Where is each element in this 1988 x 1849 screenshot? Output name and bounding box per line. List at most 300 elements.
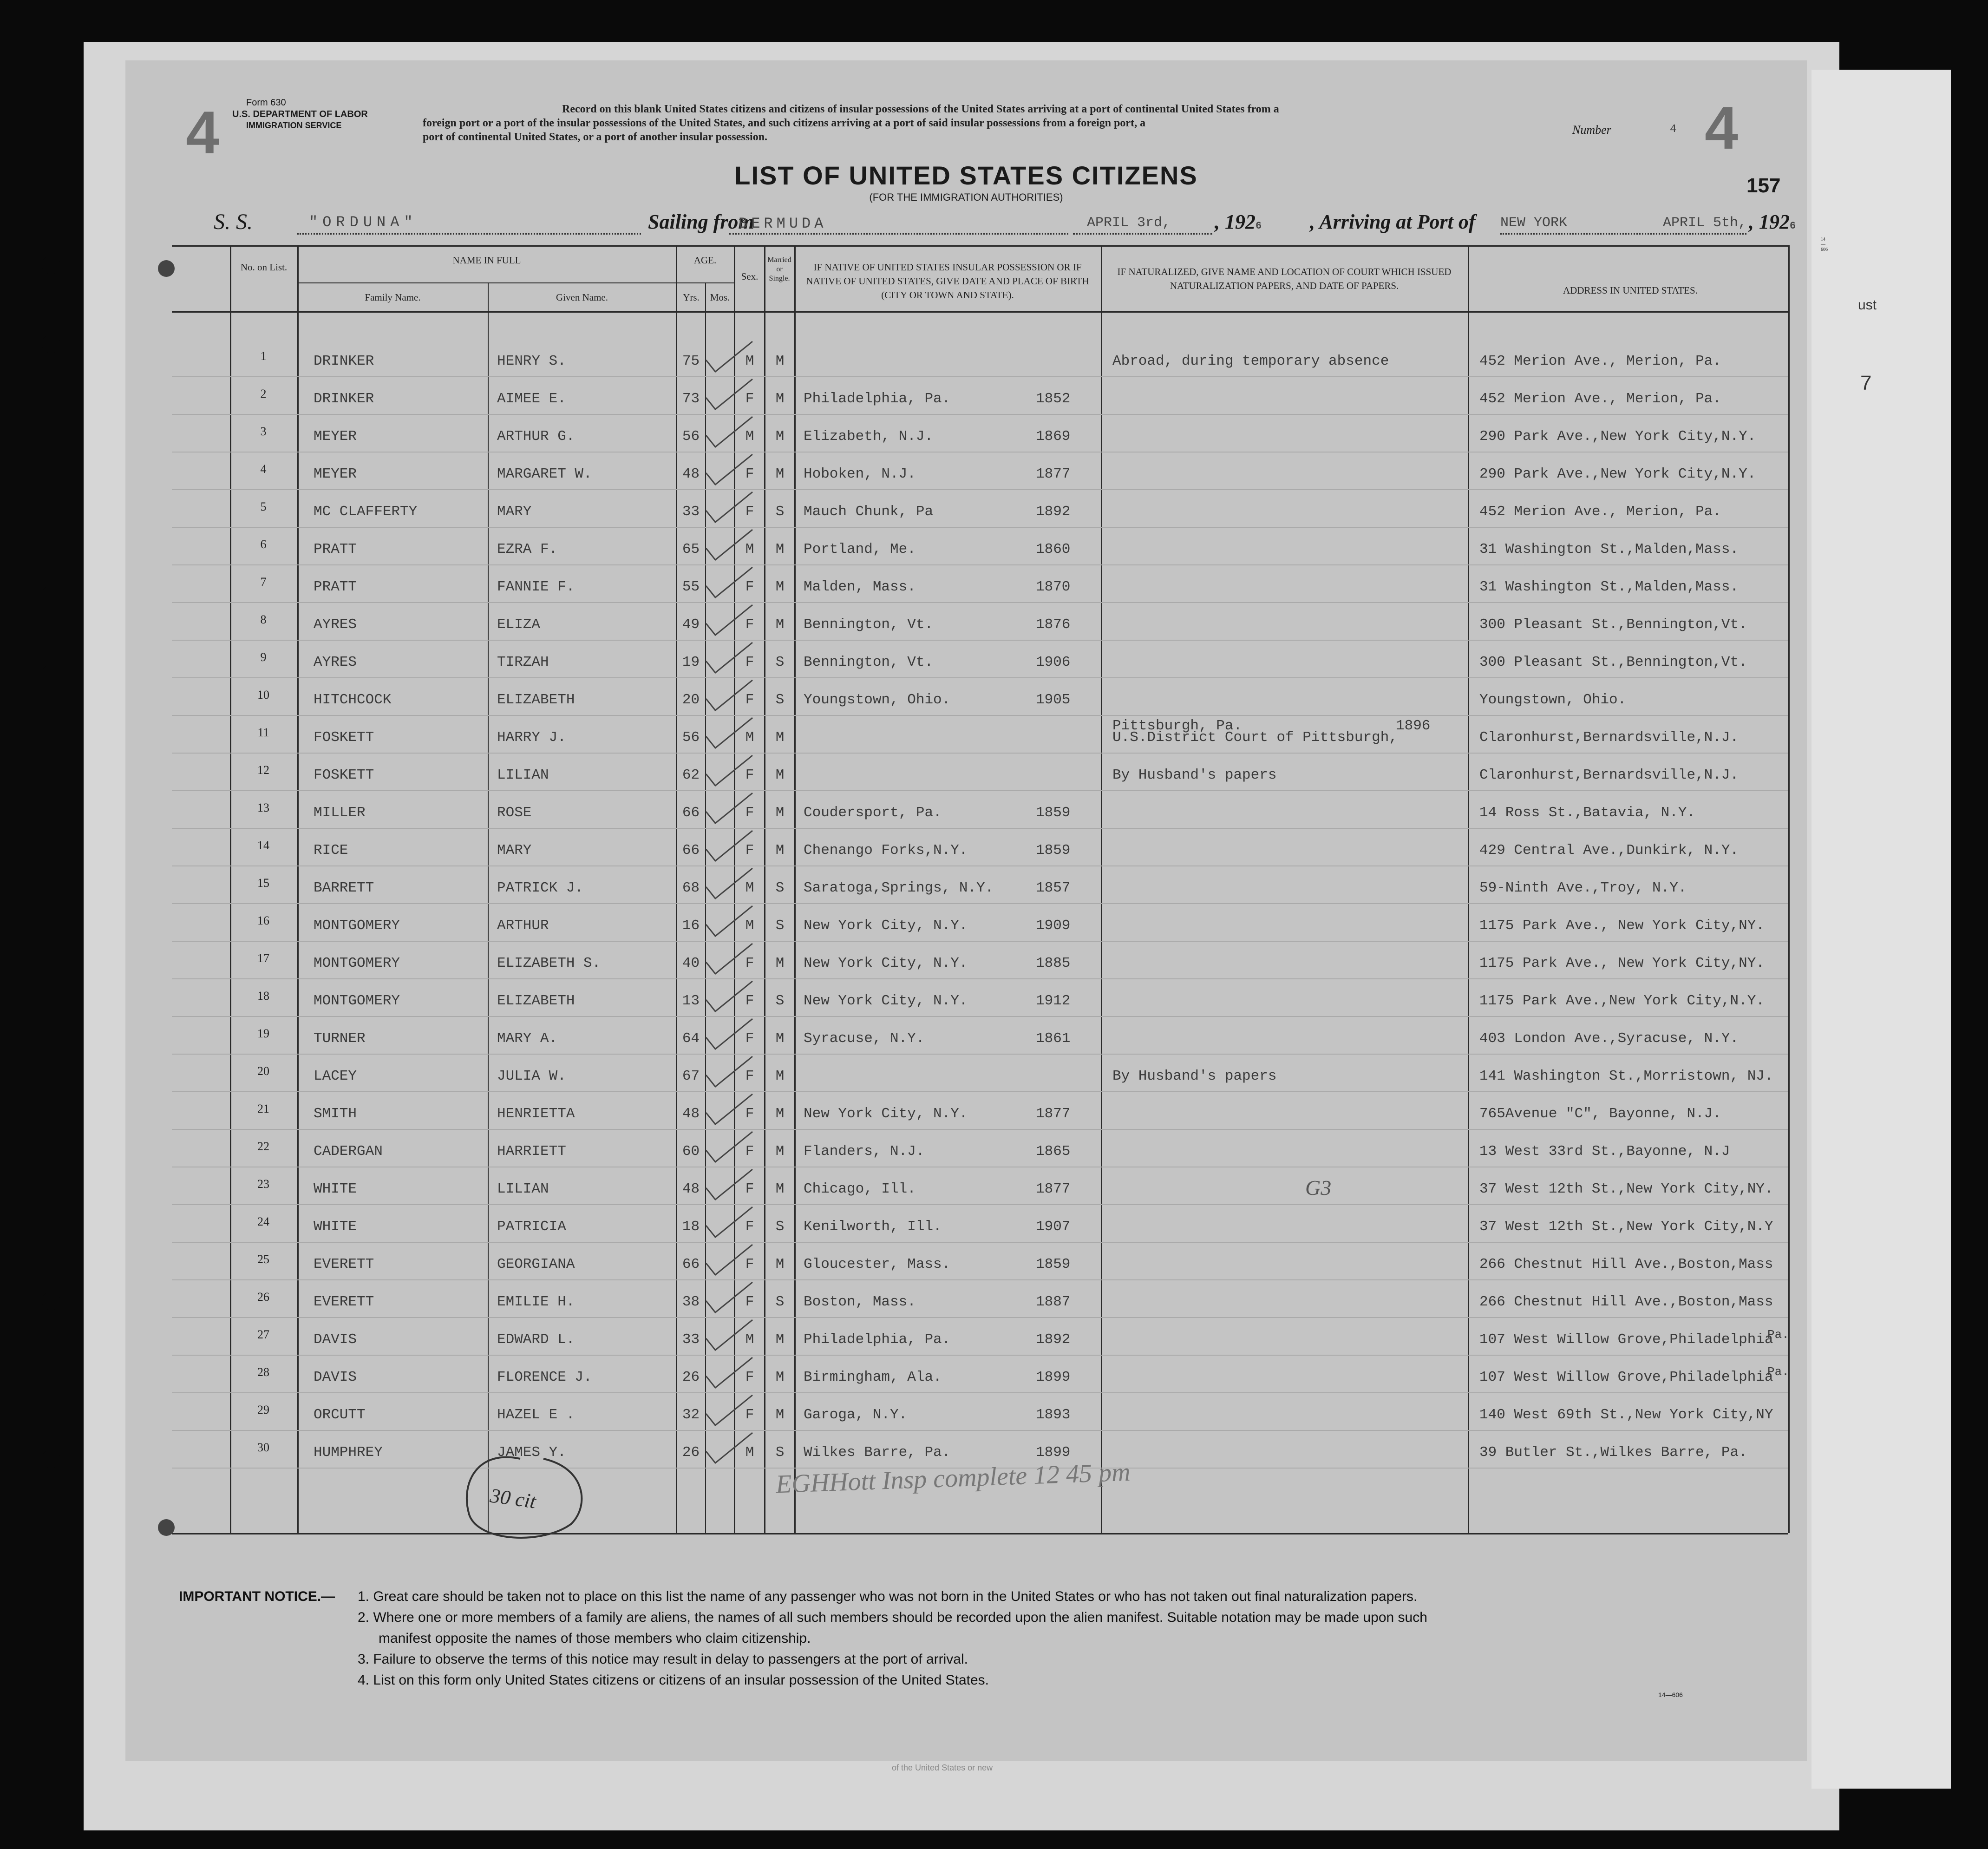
address: 107 West Willow Grove,Philadelphia	[1479, 1369, 1773, 1385]
given-name: PATRICIA	[497, 1219, 566, 1235]
year-label	[1215, 210, 1262, 234]
address: 300 Pleasant St.,Bennington,Vt.	[1479, 654, 1747, 670]
row-number: 16	[257, 914, 269, 927]
row-rule	[172, 903, 1788, 904]
row-rule	[172, 715, 1788, 716]
sex: F	[745, 1294, 754, 1310]
row-number: 12	[257, 763, 269, 777]
underlying-page-edge	[1811, 70, 1951, 1789]
row-number: 20	[257, 1064, 269, 1078]
birthplace: Hoboken, N.J.	[804, 466, 916, 482]
notice-item: 4. List on this form only United States citizens or citizens of an insular possession of the United States.	[358, 1672, 989, 1688]
check-mark	[701, 1280, 757, 1317]
check-stroke	[706, 417, 752, 447]
age-years: 48	[682, 1106, 700, 1122]
marital-status: M	[775, 729, 785, 746]
row-rule	[172, 1355, 1788, 1356]
sex: F	[745, 767, 754, 783]
print-code-top: 14—606	[1821, 237, 1828, 252]
check-mark	[701, 941, 757, 978]
birthplace: Coudersport, Pa.	[804, 805, 942, 821]
birth-year: 1877	[1036, 1106, 1071, 1122]
family-name: FOSKETT	[314, 767, 374, 783]
check-mark	[701, 414, 757, 452]
page-number: 157	[1746, 174, 1781, 197]
check-stroke	[706, 1433, 752, 1463]
col-header-no: No. on List.	[240, 262, 288, 273]
birth-year: 1860	[1036, 541, 1071, 557]
family-name: DRINKER	[314, 391, 374, 407]
marital-status: M	[775, 1106, 785, 1122]
sex: M	[745, 353, 754, 369]
age-years: 60	[682, 1143, 700, 1160]
family-name: ORCUTT	[314, 1407, 366, 1423]
row-number: 11	[257, 726, 269, 739]
family-name: EVERETT	[314, 1256, 374, 1272]
birth-year: 1899	[1036, 1369, 1071, 1385]
age-years: 26	[682, 1444, 700, 1461]
check-mark	[701, 527, 757, 564]
marital-status: S	[775, 504, 785, 520]
year-suffix: 6	[1790, 220, 1796, 232]
marital-status: M	[775, 391, 785, 407]
address: 1175 Park Ave.,New York City,N.Y.	[1479, 993, 1765, 1009]
row-number: 10	[257, 688, 269, 702]
arriving-port: NEW YORK	[1500, 215, 1568, 231]
row-rule	[172, 865, 1788, 866]
address: 452 Merion Ave., Merion, Pa.	[1479, 353, 1721, 369]
address-continuation: Pa.	[1767, 1365, 1789, 1379]
birth-year: 1859	[1036, 842, 1071, 859]
check-mark	[701, 1205, 757, 1242]
address: 266 Chestnut Hill Ave.,Boston,Mass	[1479, 1256, 1773, 1272]
family-name: MEYER	[314, 466, 357, 482]
given-name: MARY	[497, 842, 532, 859]
record-line: Record on this blank United States citizens and citizens of insular possessions of the United States arriving at a port of continental United States from a	[562, 103, 1279, 115]
age-years: 55	[682, 579, 700, 595]
given-name: HAZEL E .	[497, 1407, 575, 1423]
naturalization: By Husband's papers	[1112, 1068, 1277, 1084]
check-stroke	[706, 680, 752, 710]
row-rule	[172, 941, 1788, 942]
check-stroke	[706, 605, 752, 635]
check-stroke	[706, 1245, 752, 1275]
birthplace: Flanders, N.J.	[804, 1143, 925, 1160]
birth-year: 1893	[1036, 1407, 1071, 1423]
col-divider	[676, 245, 677, 1533]
family-name: MILLER	[314, 805, 366, 821]
address: 39 Butler St.,Wilkes Barre, Pa.	[1479, 1444, 1747, 1461]
punch-hole	[42, 664, 60, 683]
sex: F	[745, 955, 754, 971]
sex: F	[745, 805, 754, 821]
age-years: 56	[682, 428, 700, 445]
birth-year: 1905	[1036, 692, 1071, 708]
family-name: MONTGOMERY	[314, 918, 400, 934]
age-years: 18	[682, 1219, 700, 1235]
row-number: 4	[260, 462, 267, 476]
sex: F	[745, 1219, 754, 1235]
given-name: ARTHUR	[497, 918, 549, 934]
row-number: 3	[260, 425, 267, 438]
col-header-name: NAME IN FULL	[452, 255, 521, 266]
marital-status: M	[775, 353, 785, 369]
given-name: GEORGIANA	[497, 1256, 575, 1272]
family-name: TURNER	[314, 1030, 366, 1047]
check-mark	[701, 1016, 757, 1054]
check-mark	[701, 1393, 757, 1430]
check-mark	[701, 377, 757, 414]
row-number: 7	[260, 575, 267, 589]
number-label: Number	[1572, 123, 1611, 137]
number-small: 4	[1670, 123, 1677, 136]
birthplace: Malden, Mass.	[804, 579, 916, 595]
birthplace: Philadelphia, Pa.	[804, 1331, 951, 1348]
family-name: HITCHCOCK	[314, 692, 392, 708]
check-mark	[701, 640, 757, 677]
sex: M	[745, 1331, 754, 1348]
col-divider	[764, 245, 765, 1533]
address: 37 West 12th St.,New York City,N.Y	[1479, 1219, 1773, 1235]
row-rule	[172, 376, 1788, 377]
birth-year: 1887	[1036, 1294, 1071, 1310]
punch-hole	[42, 585, 60, 604]
check-mark	[701, 1167, 757, 1204]
family-name: MEYER	[314, 428, 357, 445]
sex: F	[745, 1181, 754, 1197]
given-name: LILIAN	[497, 1181, 549, 1197]
marital-status: M	[775, 616, 785, 633]
col-header-birthplace: IF NATIVE OF UNITED STATES INSULAR POSSESSION OR IF NATIVE OF UNITED STATES, GIVE DATE AND PLACE OF BIRTH (CITY OR TOWN AND STATE).	[806, 262, 1089, 301]
arriving-line	[1500, 233, 1746, 235]
check-stroke	[706, 718, 752, 748]
row-number: 24	[257, 1215, 269, 1228]
address: 13 West 33rd St.,Bayonne, N.J	[1479, 1143, 1730, 1160]
handwritten-inspector-note: EGHHott Insp complete 12 45 pm	[775, 1457, 1131, 1499]
form-number-right: 4	[1705, 94, 1739, 162]
row-number: 27	[257, 1328, 269, 1341]
age-years: 66	[682, 1256, 700, 1272]
given-name: AIMEE E.	[497, 391, 566, 407]
check-mark	[701, 715, 757, 753]
check-mark	[701, 979, 757, 1016]
marital-status: S	[775, 880, 785, 896]
naturalization-court-line: Pittsburgh, Pa.	[1112, 718, 1242, 734]
marital-status: M	[775, 1068, 785, 1084]
col-header-naturalized: IF NATURALIZED, GIVE NAME AND LOCATION OF COURT WHICH ISSUED NATURALIZATION PAPERS, AND DATE OF PAPERS.	[1117, 266, 1452, 291]
birth-year: 1906	[1036, 654, 1071, 670]
family-name: CADERGAN	[314, 1143, 383, 1160]
col-header-yrs: Yrs.	[683, 292, 700, 303]
header-bottom-border	[172, 311, 1788, 313]
check-stroke	[706, 1094, 752, 1124]
page-subtitle: (FOR THE IMMIGRATION AUTHORITIES)	[869, 191, 1063, 203]
sex: F	[745, 1106, 754, 1122]
birth-year: 1892	[1036, 1331, 1071, 1348]
year-prefix: , 192	[1749, 210, 1790, 233]
row-number: 26	[257, 1290, 269, 1304]
record-line: port of continental United States, or a port of another insular possession.	[423, 131, 768, 143]
marital-status: M	[775, 955, 785, 971]
col-header-family: Family Name.	[365, 292, 421, 303]
birth-year: 1892	[1036, 504, 1071, 520]
age-years: 56	[682, 729, 700, 746]
birthplace: New York City, N.Y.	[804, 918, 968, 934]
row-number: 5	[260, 500, 267, 513]
family-name: MONTGOMERY	[314, 955, 400, 971]
check-stroke	[706, 981, 752, 1011]
check-mark	[701, 452, 757, 489]
sailing-from: BERMUDA	[739, 215, 827, 232]
notice-item: 3. Failure to observe the terms of this notice may result in delay to passengers at the port of arrival.	[358, 1652, 968, 1667]
row-number: 21	[257, 1102, 269, 1115]
family-name: WHITE	[314, 1181, 357, 1197]
birth-year: 1869	[1036, 428, 1071, 445]
record-instructions	[423, 102, 1630, 144]
col-divider	[1101, 245, 1102, 1533]
margin-text: 7	[1860, 372, 1872, 394]
address: Claronhurst,Bernardsville,N.J.	[1479, 767, 1739, 783]
marital-status: S	[775, 1219, 785, 1235]
address: 14 Ross St.,Batavia, N.Y.	[1479, 805, 1696, 821]
check-mark	[701, 565, 757, 602]
birth-year: 1877	[1036, 1181, 1071, 1197]
manifest-page	[125, 60, 1828, 1761]
age-years: 19	[682, 654, 700, 670]
row-rule	[172, 1242, 1788, 1243]
age-years: 40	[682, 955, 700, 971]
check-stroke	[706, 1282, 752, 1312]
marital-status: M	[775, 1331, 785, 1348]
check-mark	[701, 1355, 757, 1392]
marital-status: M	[775, 1143, 785, 1160]
age-years: 13	[682, 993, 700, 1009]
notice-item: 2. Where one or more members of a family are aliens, the names of all such members should be recorded upon the alien manifest. Suitable notation may be made upon such	[358, 1610, 1427, 1625]
sex: M	[745, 918, 754, 934]
age-years: 65	[682, 541, 700, 557]
birth-year: 1859	[1036, 1256, 1071, 1272]
handwritten-total: 30 cit	[489, 1484, 537, 1513]
check-stroke	[706, 1357, 752, 1388]
row-number: 22	[257, 1140, 269, 1153]
row-rule	[172, 1091, 1788, 1092]
family-name: EVERETT	[314, 1294, 374, 1310]
marital-status: M	[775, 842, 785, 859]
row-rule	[172, 1317, 1788, 1318]
age-years: 26	[682, 1369, 700, 1385]
margin-text: ust	[1858, 297, 1877, 313]
birthplace: New York City, N.Y.	[804, 955, 968, 971]
family-name: RICE	[314, 842, 348, 859]
sailing-label: Sailing from	[648, 210, 754, 233]
row-rule	[172, 640, 1788, 641]
age-years: 32	[682, 1407, 700, 1423]
row-number: 18	[257, 989, 269, 1003]
arriving-label: , Arriving at Port of	[1310, 210, 1476, 233]
marital-status: M	[775, 466, 785, 482]
birth-year: 1877	[1036, 466, 1071, 482]
birthplace: Mauch Chunk, Pa	[804, 504, 934, 520]
col-divider	[794, 245, 796, 1533]
row-number: 23	[257, 1177, 269, 1191]
age-years: 68	[682, 880, 700, 896]
marital-status: M	[775, 428, 785, 445]
marital-status: S	[775, 1294, 785, 1310]
row-rule	[172, 790, 1788, 791]
form-no: Form 630	[246, 98, 286, 108]
check-stroke	[706, 755, 752, 786]
check-stroke	[706, 1320, 752, 1350]
punch-hole	[42, 1449, 60, 1468]
check-stroke	[706, 1207, 752, 1237]
birth-year: 1899	[1036, 1444, 1071, 1461]
sex: F	[745, 1030, 754, 1047]
punch-hole	[42, 256, 60, 274]
given-name: ROSE	[497, 805, 532, 821]
row-rule	[172, 1016, 1788, 1017]
birthplace: Elizabeth, N.J.	[804, 428, 934, 445]
marital-status: M	[775, 1181, 785, 1197]
birthplace: Saratoga,Springs, N.Y.	[804, 880, 994, 896]
given-name: MARY A.	[497, 1030, 558, 1047]
age-years: 48	[682, 466, 700, 482]
ship-name: "ORDUNA"	[309, 214, 418, 231]
check-stroke	[706, 341, 752, 372]
birth-year: 1907	[1036, 1219, 1071, 1235]
address: Youngstown, Ohio.	[1479, 692, 1627, 708]
birthplace: New York City, N.Y.	[804, 993, 968, 1009]
sex: F	[745, 842, 754, 859]
name-subheader-line	[297, 282, 734, 283]
address: 1175 Park Ave., New York City,NY.	[1479, 955, 1765, 971]
birth-year: 1912	[1036, 993, 1071, 1009]
punch-hole	[42, 334, 60, 353]
row-rule	[172, 1054, 1788, 1055]
birthplace: Chenango Forks,N.Y.	[804, 842, 968, 859]
naturalization: Abroad, during temporary absence	[1112, 353, 1389, 369]
check-mark	[701, 603, 757, 640]
check-stroke	[706, 831, 752, 861]
family-name: HUMPHREY	[314, 1444, 383, 1461]
naturalization: By Husband's papers	[1112, 767, 1277, 783]
check-mark	[701, 1318, 757, 1355]
col-divider	[297, 245, 299, 1533]
birth-year: 1909	[1036, 918, 1071, 934]
ss-label: S. S.	[214, 210, 253, 234]
age-years: 75	[682, 353, 700, 369]
sex: M	[745, 729, 754, 746]
sex: F	[745, 616, 754, 633]
check-stroke	[706, 454, 752, 485]
age-years: 62	[682, 767, 700, 783]
row-rule	[172, 527, 1788, 528]
notice-heading: IMPORTANT NOTICE.—	[179, 1589, 335, 1604]
check-mark	[701, 490, 757, 527]
family-name: DRINKER	[314, 353, 374, 369]
given-name: EDWARD L.	[497, 1331, 575, 1348]
sailing-from-line	[729, 233, 1068, 235]
check-mark	[701, 1054, 757, 1091]
address: 31 Washington St.,Malden,Mass.	[1479, 541, 1739, 557]
check-mark	[701, 1242, 757, 1279]
row-number: 15	[257, 876, 269, 890]
given-name: JULIA W.	[497, 1068, 566, 1084]
form-number-left: 4	[186, 98, 220, 166]
row-rule	[172, 1279, 1788, 1280]
row-number: 14	[257, 839, 269, 852]
sailing-date-line	[1073, 233, 1212, 235]
naturalization-year: 1896	[1396, 718, 1431, 734]
address: 452 Merion Ave., Merion, Pa.	[1479, 504, 1721, 520]
sex: F	[745, 1143, 754, 1160]
row-rule	[172, 1430, 1788, 1431]
address: 300 Pleasant St.,Bennington,Vt.	[1479, 616, 1747, 633]
row-rule	[172, 602, 1788, 603]
family-name: AYRES	[314, 654, 357, 670]
birthplace: Birmingham, Ala.	[804, 1369, 942, 1385]
family-name: WHITE	[314, 1219, 357, 1235]
check-stroke	[706, 1169, 752, 1200]
birth-year: 1865	[1036, 1143, 1071, 1160]
age-years: 67	[682, 1068, 700, 1084]
address: 31 Washington St.,Malden,Mass.	[1479, 579, 1739, 595]
given-name: HENRIETTA	[497, 1106, 575, 1122]
birthplace: Gloucester, Mass.	[804, 1256, 951, 1272]
marital-status: M	[775, 1030, 785, 1047]
punch-hole	[42, 1292, 60, 1310]
table-bottom-border	[172, 1533, 1788, 1534]
check-stroke	[706, 793, 752, 823]
check-mark	[701, 828, 757, 865]
row-number: 28	[257, 1365, 269, 1379]
row-rule	[172, 1392, 1788, 1393]
row-rule	[172, 828, 1788, 829]
check-stroke	[706, 530, 752, 560]
address: 290 Park Ave.,New York City,N.Y.	[1479, 428, 1756, 445]
check-stroke	[706, 1132, 752, 1162]
birthplace: Garoga, N.Y.	[804, 1407, 908, 1423]
year-label-2	[1749, 210, 1796, 234]
age-years: 33	[682, 1331, 700, 1348]
col-header-given: Given Name.	[556, 292, 608, 303]
sex: M	[745, 1444, 754, 1461]
col-header-address: ADDRESS IN UNITED STATES.	[1563, 285, 1698, 296]
check-stroke	[706, 944, 752, 974]
given-name: EMILIE H.	[497, 1294, 575, 1310]
row-number: 19	[257, 1027, 269, 1040]
family-name: LACEY	[314, 1068, 357, 1084]
birthplace: Youngstown, Ohio.	[804, 692, 951, 708]
row-number: 30	[257, 1441, 269, 1454]
check-mark	[701, 678, 757, 715]
col-header-mos: Mos.	[710, 292, 730, 303]
given-name: LILIAN	[497, 767, 549, 783]
address: 429 Central Ave.,Dunkirk, N.Y.	[1479, 842, 1739, 859]
sex: F	[745, 504, 754, 520]
table-top-border	[172, 245, 1788, 247]
address: 37 West 12th St.,New York City,NY.	[1479, 1181, 1773, 1197]
marital-status: M	[775, 1407, 785, 1423]
sex: F	[745, 1068, 754, 1084]
family-name: PRATT	[314, 541, 357, 557]
sex: M	[745, 880, 754, 896]
row-rule	[172, 489, 1788, 490]
row-number: 1	[260, 349, 267, 363]
sex: F	[745, 654, 754, 670]
sex: M	[745, 541, 754, 557]
birthplace: Philadelphia, Pa.	[804, 391, 951, 407]
marital-status: S	[775, 993, 785, 1009]
